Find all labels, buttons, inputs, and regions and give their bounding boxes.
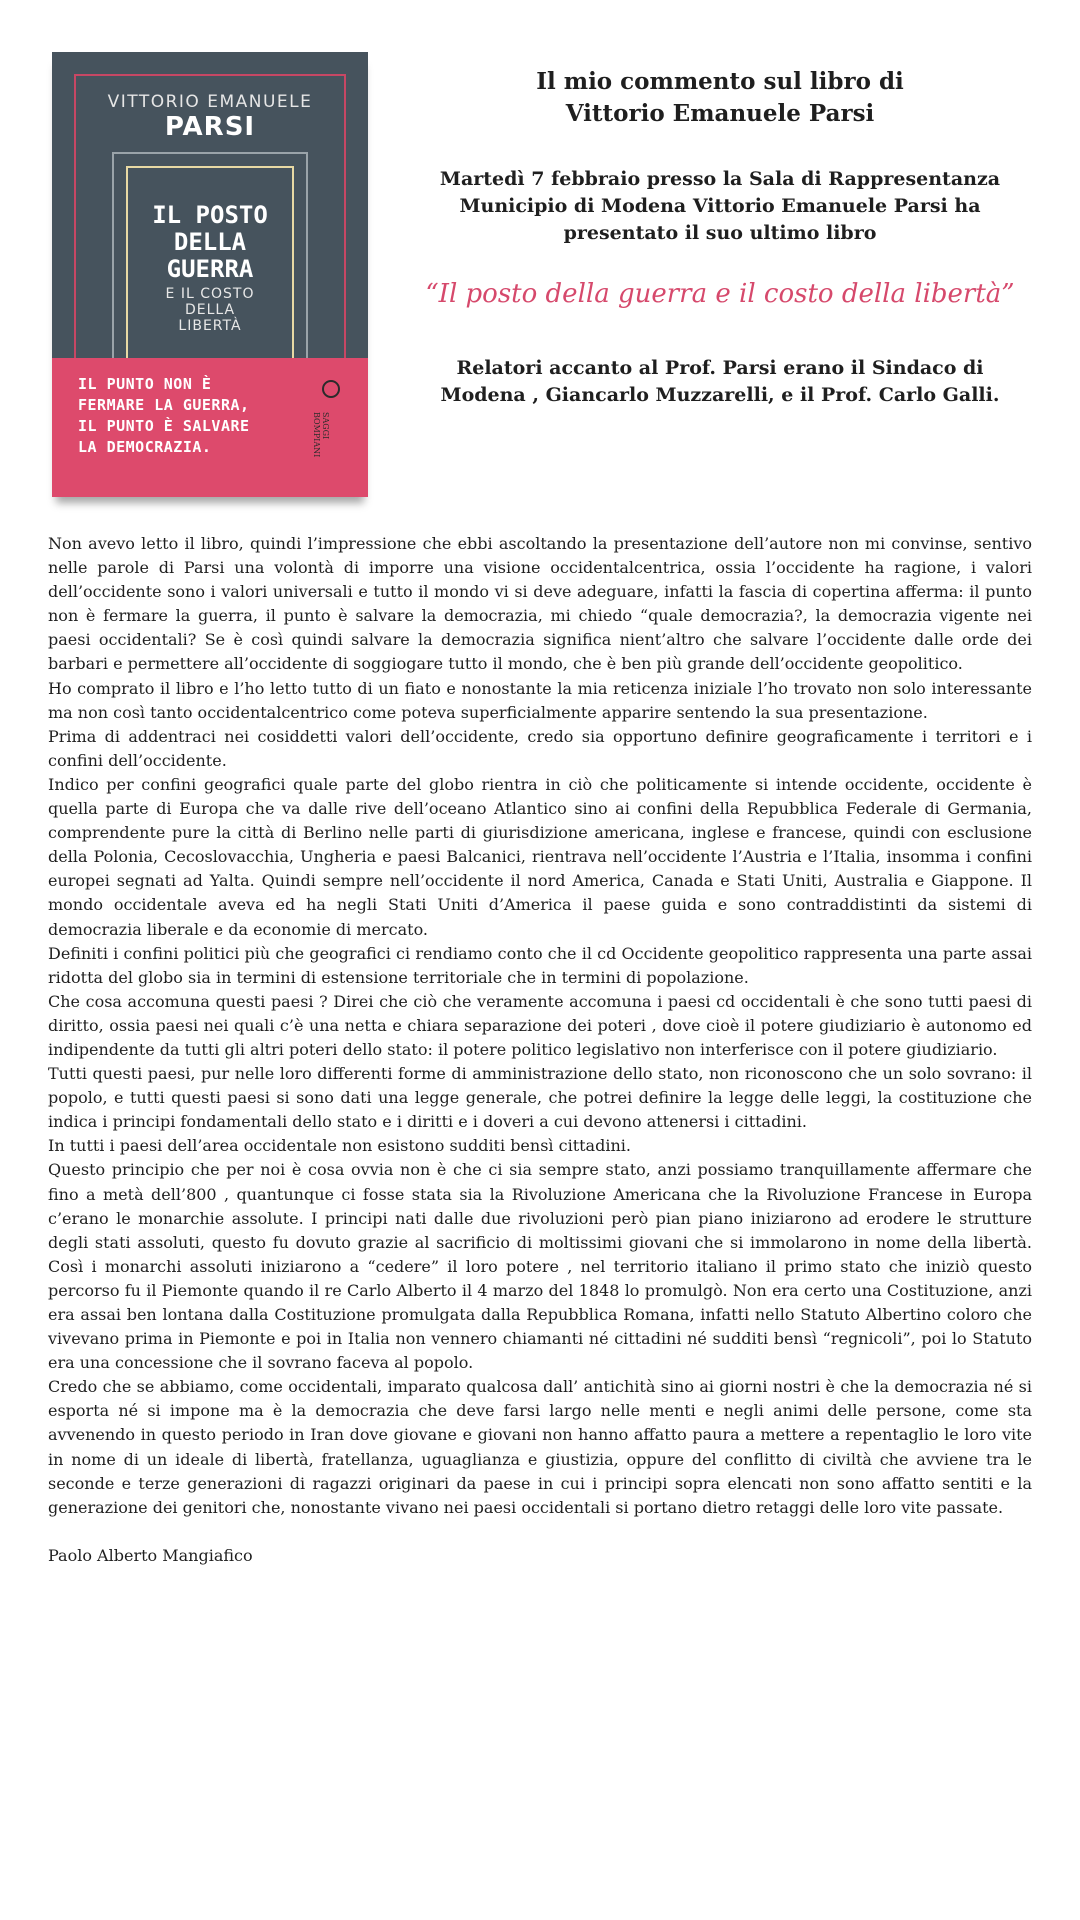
cover-author-last: PARSI	[164, 112, 256, 142]
cover-subtitle: E IL COSTO DELLA LIBERTÀ	[165, 286, 255, 334]
paragraph: Non avevo letto il libro, quindi l’impressione che ebbi ascoltando la presentazione dell’autore non mi convinse, sentivo nelle parole di Parsi una volontà di imporre una visione occidentalcentrica, ossia l’occidente ha ragione, i valori dell’occidente sono i valori universali e tutto il mondo vi si deve adeguare, infatti la fascia di copertina afferma: il punto non è fermare la guerra, il punto è salvare la democrazia, mi chiedo “quale democrazia?, la democrazia vigente nei paesi occidentali? Se è così quindi salvare la democrazia significa nient’altro che salvare l’occidente dalle orde dei barbari e permettere all’occidente di soggiogare tutto il mondo, che è ben più grande dell’occidente geopolitico.	[48, 534, 1032, 674]
book-title-quote: “Il posto della guerra e il costo della libertà”	[425, 279, 1015, 309]
event-description: Martedì 7 febbraio presso la Sala di Rappresentanza Municipio di Modena Vittorio Emanuele Parsi ha presentato il suo ultimo libro	[439, 168, 1001, 244]
paragraph: Definiti i confini politici più che geografici ci rendiamo conto che il cd Occidente geopolitico rappresenta una parte assai ridotta del globo sia in termini di estensione territoriale che in termini di popolazione.	[48, 943, 1032, 987]
header	[420, 66, 1020, 409]
cover-title: IL POSTO DELLA GUERRA	[152, 201, 268, 283]
cover-slogan: IL PUNTO NON È FERMARE LA GUERRA, IL PUNTO È SALVARE LA DEMOCRAZIA.	[78, 375, 250, 456]
article-body	[48, 532, 1032, 1568]
paragraph: Ho comprato il libro e l’ho letto tutto di un fiato e nonostante la mia reticenza iniziale l’ho trovato non solo interessante ma non così tanto occidentalcentrico come poteva superficialmente apparire sentendo la sua presentazione.	[48, 678, 1032, 722]
cover-publisher: SAGGI BOMPIANI	[312, 412, 330, 458]
author-signature: Paolo Alberto Mangiafico	[48, 1545, 253, 1565]
cover-author-first: VITTORIO EMANUELE	[107, 92, 313, 112]
speakers-description: Relatori accanto al Prof. Parsi erano il Sindaco di Modena , Giancarlo Muzzarelli, e il Prof. Carlo Galli.	[440, 357, 1000, 406]
paragraph: Questo principio che per noi è cosa ovvia non è che ci sia sempre stato, anzi possiamo tranquillamente affermare che fino a metà dell’800 , quantunque ci fosse stata sia la Rivoluzione Americana che la Rivoluzione Francese in Europa c’erano le monarchie assolute. I principi nati dalle due rivoluzioni però pian piano iniziarono ad erodere le strutture degli stati assoluti, questo fu dovuto grazie al sacrificio di moltissimi giovani che si immolarono in nome della libertà. Così i monarchi assoluti iniziarono a “cedere” il loro potere , nel territorio italiano il primo stato che iniziò questo percorso fu il Piemonte quando il re Carlo Alberto il 4 marzo del 1848 lo promulgò. Non era certo una Costituzione, anzi era assai ben lontana dalla Costituzione promulgata dalla Repubblica Romana, infatti nello Statuto Albertino coloro che vivevano prima in Piemonte e poi in Italia non vennero chiamanti né cittadini né sudditi bensì “regnicoli”, poi lo Statuto era una concessione che il sovrano faceva al popolo.	[48, 1160, 1032, 1373]
paragraph: In tutti i paesi dell’area occidentale non esistono sudditi bensì cittadini.	[48, 1136, 631, 1156]
paragraph: Credo che se abbiamo, come occidentali, imparato qualcosa dall’ antichità sino ai giorni nostri è che la democrazia né si esporta né si impone ma è la democrazia che deve farsi largo nelle menti e negli animi delle persone, come sta avvenendo in questo periodo in Iran dove giovane e giovani non hanno affatto paura a mettere a repentaglio le loro vite in nome di un ideale di libertà, fratellanza, uguaglianza e giustizia, oppure del conflitto di civiltà che avviene tra le seconde e terze generazioni di ragazzi originari da paese in cui i principi sopra elencati non sono affatto sentiti e la generazione dei genitori che, nonostante vivano nei paesi occidentali si portano dietro retaggi delle loro vite passate.	[48, 1377, 1032, 1517]
paragraph: Prima di addentraci nei cosiddetti valori dell’occidente, credo sia opportuno definire geograficamente i territori e i confini dell’occidente.	[48, 726, 1032, 770]
book-cover	[52, 52, 368, 497]
paragraph: Che cosa accomuna questi paesi ? Direi che ciò che veramente accomuna i paesi cd occidentali è che sono tutti paesi di diritto, ossia paesi nei quali c’è una netta e chiara separazione dei poteri , dove cioè il potere giudiziario è autonomo ed indipendente da tutti gli altri poteri dello stato: il potere politico legislativo non interferisce con il potere giudiziario.	[48, 991, 1032, 1059]
paragraph: Tutti questi paesi, pur nelle loro differenti forme di amministrazione dello stato, non riconoscono che un solo sovrano: il popolo, e tutti questi paesi si sono dati una legge generale, che potrei definire la legge delle leggi, la costituzione che indica i principi fondamentali dello stato e i diritti e i doveri a cui devono attenersi i cittadini.	[48, 1064, 1032, 1132]
page-title: Il mio commento sul libro di Vittorio Emanuele Parsi	[536, 68, 904, 127]
publisher-logo-icon	[322, 380, 340, 398]
paragraph: Indico per confini geografici quale parte del globo rientra in ciò che politicamente si intende occidente, occidente è quella parte di Europa che va dalle rive dell’oceano Atlantico sino ai confini della Repubblica Federale di Germania, comprendente pure la città di Berlino nelle parti di giurisdizione americana, inglese e francese, quindi con esclusione della Polonia, Cecoslovacchia, Ungheria e paesi Balcanici, rientrava nell’occidente l’Austria e l’Italia, insomma i confini europei segnati ad Yalta. Quindi sempre nell’occidente il nord America, Canada e Stati Uniti, Australia e Giappone. Il mondo occidentale aveva ed ha negli Stati Uniti d’America il paese guida e sono contraddistinti da sistemi di democrazia liberale e da economie di mercato.	[48, 774, 1032, 939]
